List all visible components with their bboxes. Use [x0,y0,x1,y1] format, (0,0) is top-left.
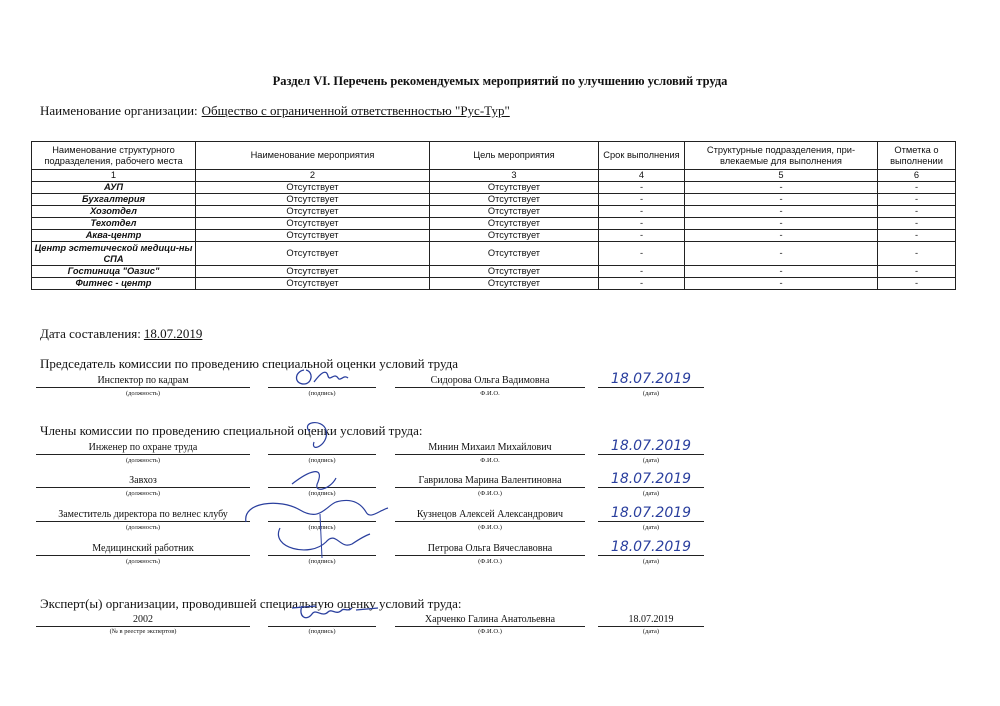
table-header-row [32,142,956,170]
members-heading: Члены комиссии по проведению специальной оценки условий труда: [40,423,423,438]
member-position: Завхоз [36,475,250,488]
date-caption: (дата) [642,490,660,497]
deadline-cell: - [599,218,685,230]
fio-caption: Ф.И.О. [480,390,500,397]
date-caption: (дата) [642,457,660,464]
position-caption: (должность) [125,390,161,397]
column-number: 5 [685,170,878,182]
member-signatures-icon [240,418,400,568]
header-cell: Отметка о выполнении [878,142,956,170]
member-position: Медицинский работник [36,543,250,556]
deadline-cell: - [599,194,685,206]
signature-caption: (подпись) [308,457,336,464]
goal-cell: Отсутствует [430,182,599,194]
goal-cell: Отсутствует [430,194,599,206]
header-cell: Наименование структурного подразделения, рабочего места [32,142,196,170]
date-caption: (дата) [642,390,660,397]
column-number-row [32,170,956,182]
signature-caption: (подпись) [308,390,336,397]
involved-cell: - [685,218,878,230]
date-label: Дата составления: [40,326,141,341]
signature-caption: (подпись) [308,524,336,531]
goal-cell: Отсутствует [430,206,599,218]
deadline-cell: - [599,242,685,266]
mark-cell: - [878,230,956,242]
goal-cell: Отсутствует [430,242,599,266]
mark-cell: - [878,182,956,194]
subdivision-cell: Гостиница "Оазис" [32,266,196,278]
expert-heading: Эксперт(ы) организации, проводившей специальную оценку условий труда: [40,596,462,611]
header-cell: Наименование мероприятия [196,142,430,170]
measure-cell: Отсутствует [196,242,430,266]
column-number: 2 [196,170,430,182]
member-position: Заместитель директора по велнес клубу [36,509,250,522]
table-row [32,230,956,242]
document-title: Раздел VI. Перечень рекомендуемых мероприятий по улучшению условий труда [272,74,728,88]
fio-caption: (Ф.И.О.) [478,524,502,531]
organization-name: Общество с ограниченной ответственностью "Рус-Тур" [201,103,510,118]
fio-caption: (Ф.И.О.) [478,628,502,635]
member-name: Кузнецов Алексей Александрович [395,509,585,522]
measure-cell: Отсутствует [196,194,430,206]
involved-cell: - [685,266,878,278]
member-date: 18.07.2019 [598,472,704,488]
member-date: 18.07.2019 [598,439,704,455]
subdivision-cell: Фитнес - центр [32,278,196,290]
member-name: Минин Михаил Михайлович [395,442,585,455]
member-name: Гаврилова Марина Валентиновна [395,475,585,488]
table-row [32,278,956,290]
chairman-name: Сидорова Ольга Вадимовна [395,375,585,388]
registry-caption: (№ в реестре экспертов) [109,628,177,635]
position-caption: (должность) [125,490,161,497]
subdivision-cell: Бухгалтерия [32,194,196,206]
measure-cell: Отсутствует [196,266,430,278]
header-cell: Структурные подразделения, при-влекаемые для выполнения [685,142,878,170]
column-number: 1 [32,170,196,182]
column-number: 6 [878,170,956,182]
header-cell: Срок выполнения [599,142,685,170]
subdivision-cell: Хозотдел [32,206,196,218]
date-caption: (дата) [642,628,660,635]
chairman-position: Инспектор по кадрам [36,375,250,388]
goal-cell: Отсутствует [430,230,599,242]
member-name: Петрова Ольга Вячеславовна [395,543,585,556]
measures-table [31,141,956,290]
organization-line [40,103,510,119]
subdivision-cell: Центр эстетической медици-ны СПА [32,242,196,266]
deadline-cell: - [599,182,685,194]
table-row [32,266,956,278]
position-caption: (должность) [125,558,161,565]
goal-cell: Отсутствует [430,278,599,290]
involved-cell: - [685,194,878,206]
chairman-heading: Председатель комиссии по проведению специальной оценки условий труда [40,356,459,371]
date-value: 18.07.2019 [143,326,203,341]
deadline-cell: - [599,206,685,218]
chairman-signature-icon [290,364,370,390]
goal-cell: Отсутствует [430,218,599,230]
measure-cell: Отсутствует [196,182,430,194]
compilation-date [40,326,202,342]
measure-cell: Отсутствует [196,206,430,218]
involved-cell: - [685,242,878,266]
mark-cell: - [878,266,956,278]
subdivision-cell: АУП [32,182,196,194]
column-number: 4 [599,170,685,182]
table-row [32,218,956,230]
mark-cell: - [878,206,956,218]
fio-caption: (Ф.И.О.) [478,490,502,497]
measure-cell: Отсутствует [196,230,430,242]
mark-cell: - [878,218,956,230]
table-row [32,242,956,266]
table-row [32,194,956,206]
goal-cell: Отсутствует [430,266,599,278]
expert-signature-icon [286,600,386,628]
mark-cell: - [878,278,956,290]
date-caption: (дата) [642,558,660,565]
subdivision-cell: Техотдел [32,218,196,230]
involved-cell: - [685,206,878,218]
measure-cell: Отсутствует [196,218,430,230]
mark-cell: - [878,242,956,266]
expert-registry-number: 2002 [36,614,250,627]
deadline-cell: - [599,278,685,290]
signature-caption: (подпись) [308,628,336,635]
expert-name: Харченко Галина Анатольевна [395,614,585,627]
member-position: Инженер по охране труда [36,442,250,455]
involved-cell: - [685,182,878,194]
position-caption: (должность) [125,524,161,531]
position-caption: (должность) [125,457,161,464]
signature-caption: (подпись) [308,558,336,565]
mark-cell: - [878,194,956,206]
fio-caption: (Ф.И.О.) [478,558,502,565]
expert-date: 18.07.2019 [598,614,704,627]
member-date: 18.07.2019 [598,540,704,556]
deadline-cell: - [599,266,685,278]
involved-cell: - [685,278,878,290]
organization-label: Наименование организации: [40,103,198,118]
member-date: 18.07.2019 [598,506,704,522]
chairman-date: 18.07.2019 [598,372,704,388]
signature-caption: (подпись) [308,490,336,497]
measure-cell: Отсутствует [196,278,430,290]
subdivision-cell: Аква-центр [32,230,196,242]
date-caption: (дата) [642,524,660,531]
fio-caption: Ф.И.О. [480,457,500,464]
deadline-cell: - [599,230,685,242]
involved-cell: - [685,230,878,242]
header-cell: Цель мероприятия [430,142,599,170]
column-number: 3 [430,170,599,182]
table-row [32,206,956,218]
table-row [32,182,956,194]
